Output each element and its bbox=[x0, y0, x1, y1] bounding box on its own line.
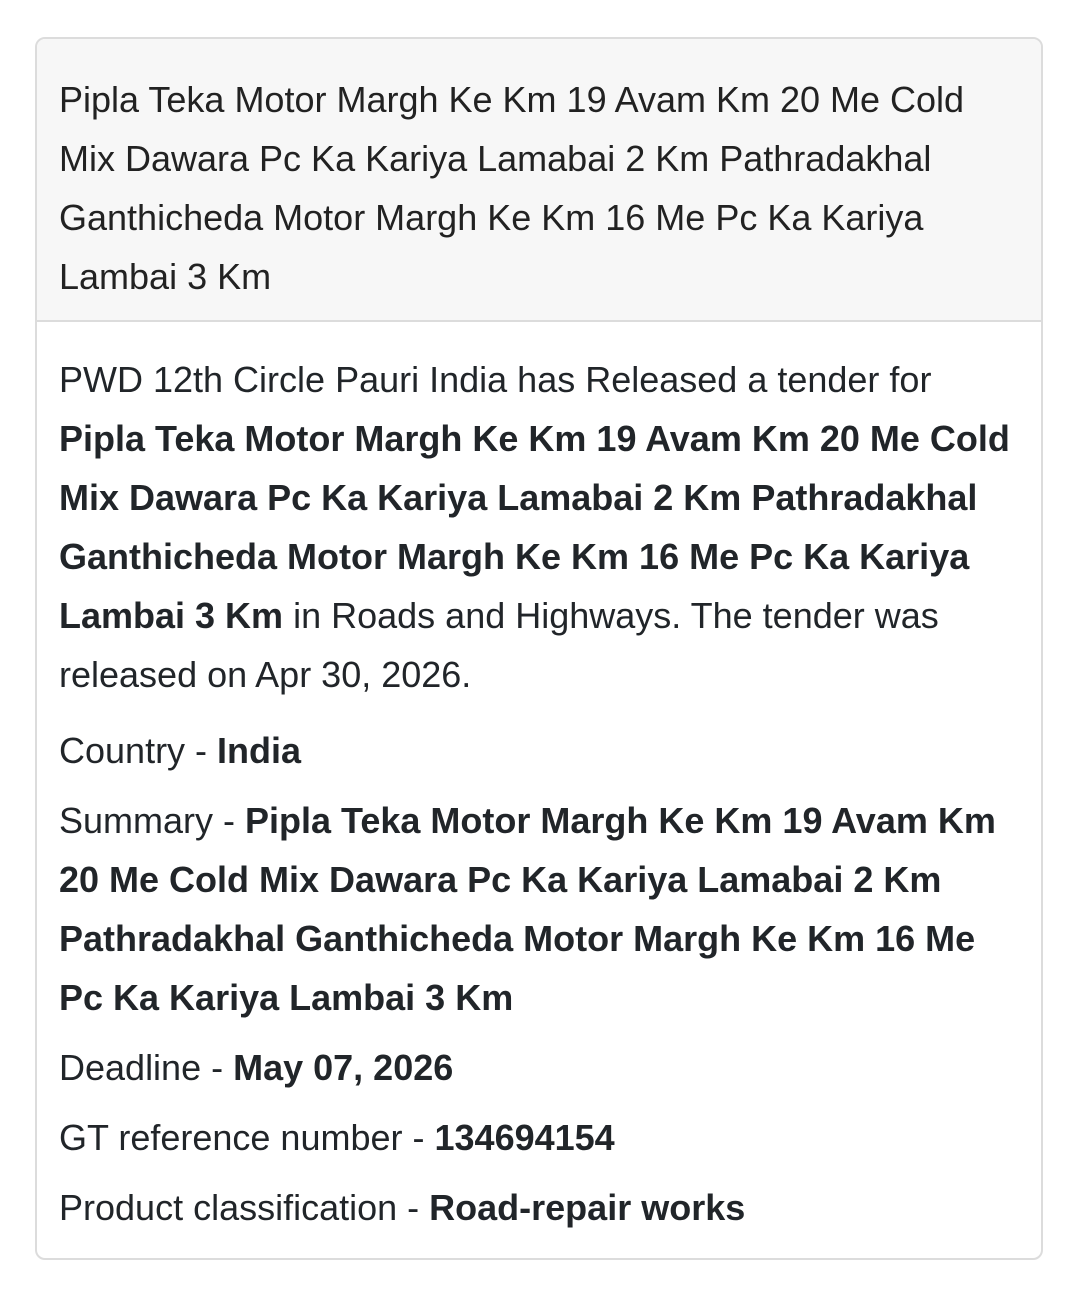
tender-details bbox=[37, 322, 1041, 1237]
field-country bbox=[59, 721, 1019, 780]
tender-description bbox=[59, 350, 1019, 704]
field-product-classification bbox=[59, 1178, 1019, 1237]
description-suffix: in Roads and Highways. The tender was released on Apr 30, 2026. bbox=[59, 595, 939, 695]
field-label: Country - bbox=[59, 730, 218, 771]
tender-title: Pipla Teka Motor Margh Ke Km 19 Avam Km 20 Me Cold Mix Dawara Pc Ka Kariya Lamabai 2 Km Pathradakhal Ganthicheda Motor Margh Ke Km 16 Me Pc Ka Kariya Lambai 3 Km bbox=[37, 39, 1041, 322]
field-label: Summary - bbox=[59, 800, 246, 841]
description-prefix: PWD 12th Circle Pauri India has Released a tender for bbox=[59, 359, 932, 400]
field-label: GT reference number - bbox=[59, 1117, 435, 1158]
field-label: Deadline - bbox=[59, 1047, 234, 1088]
field-value: India bbox=[217, 730, 302, 771]
field-gt-reference-number bbox=[59, 1108, 1019, 1167]
field-value: Road-repair works bbox=[429, 1187, 746, 1228]
field-label: Product classification - bbox=[59, 1187, 430, 1228]
field-summary bbox=[59, 791, 1019, 1027]
field-deadline bbox=[59, 1038, 1019, 1097]
field-value: 134694154 bbox=[434, 1117, 615, 1158]
tender-card bbox=[35, 37, 1043, 1260]
description-tender-title: Pipla Teka Motor Margh Ke Km 19 Avam Km 20 Me Cold Mix Dawara Pc Ka Kariya Lamabai 2 Km Pathradakhal Ganthicheda Motor Margh Ke Km 16 Me Pc Ka Kariya Lambai 3 Km bbox=[59, 418, 1010, 636]
field-value: Pipla Teka Motor Margh Ke Km 19 Avam Km 20 Me Cold Mix Dawara Pc Ka Kariya Lamabai 2 Km Pathradakhal Ganthicheda Motor Margh Ke Km 16 Me Pc Ka Kariya Lambai 3 Km bbox=[59, 800, 996, 1018]
field-value: May 07, 2026 bbox=[233, 1047, 454, 1088]
